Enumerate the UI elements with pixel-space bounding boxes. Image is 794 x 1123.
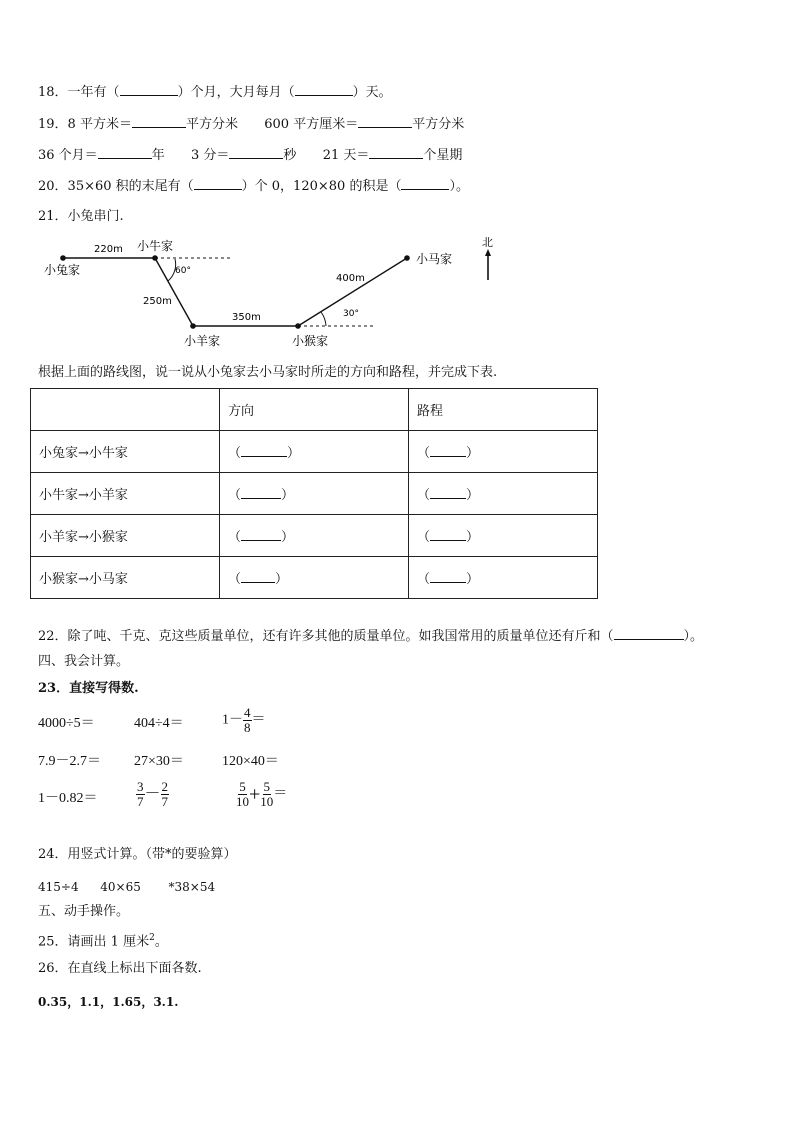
section-4-heading: 四、我会计算。 [38,654,130,669]
angle-60-label: 60° [175,266,191,276]
fraction [260,780,273,809]
calc-item: *38×54 [168,880,216,894]
paren-open: （ [417,572,431,587]
calc-item: 40×65 [100,880,141,894]
distance-250: 250m [143,296,172,307]
numerator: 5 [239,779,246,794]
question-18 [38,82,392,102]
answer-blank[interactable] [229,145,283,159]
label-rabbit: 小兔家 [44,263,81,277]
question-25-end: 。 [154,934,168,950]
question-21-title [38,208,124,226]
paren-open: （ [417,530,431,545]
answer-blank[interactable] [401,176,449,190]
question-20-text-1: 35×60 积的末尾有（ [67,179,194,194]
question-20-text-2: ）个 0，120×80 的积是（ [241,179,402,194]
paren-open: （ [417,488,431,503]
answer-blank[interactable] [430,443,466,457]
conversion-text: 36 个月＝ [38,148,98,163]
distance-350: 350m [232,312,261,323]
conversion-text: 8 平方米＝ [67,117,132,132]
answer-blank[interactable] [120,82,178,96]
table-row [31,431,598,473]
question-20-text-3: ）。 [449,179,469,194]
answer-blank[interactable] [369,145,423,159]
question-19-row-2 [38,145,462,165]
answer-blank[interactable] [430,527,466,541]
fraction [161,780,170,809]
label-horse: 小马家 [416,252,453,266]
distance-220: 220m [94,244,123,255]
paren-close: ） [281,488,295,503]
answer-blank[interactable] [241,569,275,583]
expr-text: 1－ [222,712,243,728]
expr-7.9-minus-2.7: 7.9－2.7＝ [38,754,101,769]
question-21-number: 21． [38,209,68,224]
distance-400: 400m [336,273,365,284]
unit-label: 年 [151,148,165,163]
denominator: 10 [236,794,249,809]
table-row [31,515,598,557]
answer-blank[interactable] [358,114,412,128]
denominator: 8 [244,720,251,735]
paren-close: ） [466,446,480,461]
direction-cell [220,473,409,515]
route-cell: 小猴家→小马家 [31,557,220,599]
numerator: 5 [263,779,271,794]
node-rabbit [60,255,66,261]
question-18-text-2: ）个月，大月每月（ [177,85,295,100]
question-21-instruction: 根据上面的路线图，说一说从小兔家去小马家时所走的方向和路程，并完成下表. [38,365,498,380]
superscript: 2 [149,933,155,943]
denominator: 10 [260,794,274,809]
distance-cell [409,515,598,557]
answer-blank[interactable] [241,527,281,541]
numerator: 2 [161,779,169,794]
node-cow [152,255,158,261]
answer-blank[interactable] [430,569,466,583]
route-cell: 小牛家→小羊家 [31,473,220,515]
equals: ＝ [273,786,288,802]
direction-cell [220,515,409,557]
question-26-title: 26．在直线上标出下面各数. [38,961,202,976]
paren-close: ） [287,446,301,461]
paren-close: ） [466,530,480,545]
expr-4000-div-5: 4000÷5＝ [38,716,95,731]
plus-sign: + [249,783,261,806]
table-header-cell [31,389,220,431]
question-20-number: 20． [38,179,68,194]
fraction [136,780,145,809]
question-26-numbers: 0.35，1.1，1.65，3.1. [38,995,179,1009]
question-18-number: 18． [38,85,68,100]
route-table [30,388,598,599]
expr-5-10-plus-5-10 [236,780,287,809]
question-19-row-1 [38,114,464,134]
conversion-text: 3 分＝ [190,148,230,163]
answer-blank[interactable] [614,626,684,640]
expr-120-times-40: 120×40＝ [222,754,279,769]
route-cell: 小羊家→小猴家 [31,515,220,557]
table-header-row [31,389,598,431]
unit-label: 个星期 [423,148,463,163]
question-21-title-text: 小兔串门. [67,209,124,224]
fraction [243,706,252,735]
question-25 [38,929,168,951]
distance-cell [409,431,598,473]
equals: ＝ [251,712,266,728]
numerator: 4 [244,705,251,720]
route-map [30,230,530,355]
calc-item: 415÷4 [38,880,79,894]
unit-label: 平方分米 [185,117,238,132]
paren-open: （ [228,488,242,503]
expr-1-minus-0.82: 1－0.82＝ [38,791,98,806]
answer-blank[interactable] [194,176,242,190]
table-header-direction: 方向 [220,389,409,431]
numerator: 3 [137,779,144,794]
direction-cell [220,557,409,599]
paren-close: ） [281,530,295,545]
fraction [236,780,249,809]
node-horse [404,255,410,261]
distance-cell [409,473,598,515]
north-arrowhead-icon [485,249,491,256]
question-19-number: 19． [38,117,68,132]
paren-close: ） [466,488,480,503]
minus-sign: － [144,785,161,803]
question-22-text: 22．除了吨、千克、克这些质量单位，还有许多其他的质量单位。如我国常用的质量单位还有斤和（ [38,629,614,644]
node-sheep [190,323,196,329]
question-18-text-1: 一年有（ [67,85,120,100]
question-18-text-3: ）天。 [352,85,392,100]
question-23-title: 23．直接写得数. [38,681,139,696]
unit-label: 秒 [283,148,297,163]
question-20 [38,176,469,196]
paren-open: （ [417,446,431,461]
answer-blank[interactable] [295,82,353,96]
table-header-distance: 路程 [409,389,598,431]
question-24-items [38,878,215,896]
direction-cell [220,431,409,473]
answer-blank[interactable] [241,485,281,499]
question-22 [38,626,703,646]
angle-30-label: 30° [343,309,359,319]
paren-close: ） [466,572,480,587]
answer-blank[interactable] [241,443,287,457]
expr-1-minus-4-8 [222,706,266,735]
table-row [31,473,598,515]
answer-blank[interactable] [132,114,186,128]
north-label: 北 [482,236,493,249]
route-cell: 小兔家→小牛家 [31,431,220,473]
question-22-end: ）。 [683,629,704,644]
angle-arc-30 [321,312,326,326]
table-row [31,557,598,599]
label-cow: 小牛家 [137,239,174,253]
expr-404-div-4: 404÷4＝ [134,716,184,731]
node-monkey [295,323,301,329]
label-sheep: 小羊家 [184,334,221,348]
denominator: 7 [161,794,169,809]
answer-blank[interactable] [430,485,466,499]
expr-3-7-minus-2-7 [136,780,169,809]
distance-cell [409,557,598,599]
label-monkey: 小猴家 [292,334,329,348]
denominator: 7 [137,794,144,809]
section-5-heading: 五、动手操作。 [38,904,130,919]
conversion-text: 600 平方厘米＝ [264,117,359,132]
paren-close: ） [275,572,289,587]
conversion-text: 21 天＝ [322,148,370,163]
paren-open: （ [228,530,242,545]
paren-open: （ [228,446,242,461]
expr-27-times-30: 27×30＝ [134,754,184,769]
paren-open: （ [228,572,242,587]
answer-blank[interactable] [98,145,152,159]
question-24-title: 24．用竖式计算。（带*的要验算） [38,847,237,862]
unit-label: 平方分米 [412,117,465,132]
question-25-text: 25．请画出 1 厘米 [38,934,150,950]
